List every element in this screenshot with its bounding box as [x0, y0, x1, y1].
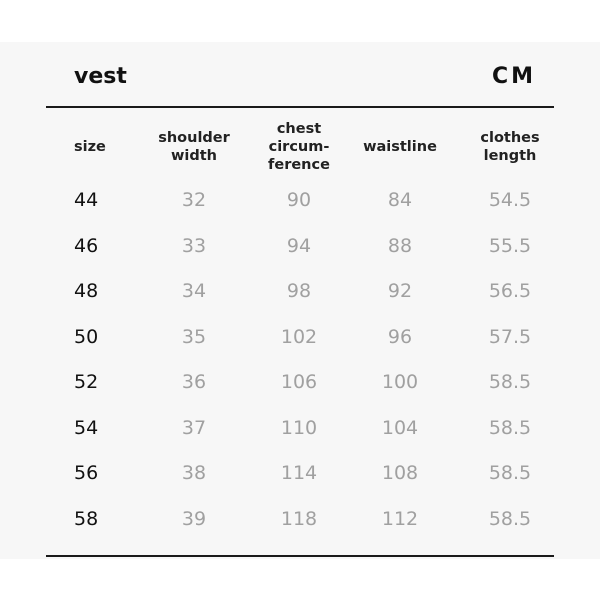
- cell-chest-circumference: 114: [280, 462, 318, 484]
- cell-chest-circumference: 98: [286, 280, 312, 302]
- cell-size: 48: [74, 280, 99, 302]
- cell-chest-circumference: 102: [280, 325, 318, 348]
- cell-clothes-length: 57.5: [488, 325, 532, 348]
- cell-size: 58: [74, 507, 99, 530]
- cell-clothes-length: 58.5: [488, 507, 532, 530]
- cell-shoulder-width: 38: [181, 462, 207, 484]
- cell-chest-circumference: 90: [286, 189, 312, 211]
- cell-waistline: 96: [387, 325, 413, 348]
- cell-clothes-length: 55.5: [488, 234, 532, 257]
- top-divider: [46, 106, 554, 108]
- cell-waistline: 104: [381, 416, 419, 439]
- cell-chest-circumference: 110: [280, 416, 318, 439]
- cell-chest-circumference: 106: [280, 371, 318, 393]
- cell-waistline: 88: [387, 234, 413, 257]
- cell-clothes-length: 56.5: [488, 280, 532, 302]
- cell-clothes-length: 58.5: [488, 462, 532, 484]
- cell-shoulder-width: 35: [181, 325, 207, 348]
- unit-label: CM: [491, 64, 536, 89]
- cell-shoulder-width: 36: [181, 371, 207, 393]
- chart-title: vest: [74, 64, 127, 89]
- header-waistline: waistline: [363, 139, 437, 155]
- cell-waistline: 100: [381, 371, 419, 393]
- bottom-divider: [46, 555, 554, 557]
- header-size: size: [74, 139, 106, 155]
- cell-size: 52: [74, 371, 99, 393]
- header-shoulder-width: shoulder width: [158, 130, 230, 164]
- cell-waistline: 92: [387, 280, 413, 302]
- header-chest-circumference: chest circum- ference: [268, 121, 330, 173]
- cell-waistline: 108: [381, 462, 419, 484]
- header-clothes-length: clothes length: [480, 130, 540, 164]
- cell-shoulder-width: 37: [181, 416, 207, 439]
- cell-shoulder-width: 33: [181, 234, 207, 257]
- cell-clothes-length: 58.5: [488, 371, 532, 393]
- cell-size: 50: [74, 325, 99, 348]
- cell-size: 54: [74, 416, 99, 439]
- cell-shoulder-width: 32: [181, 189, 207, 211]
- cell-size: 56: [74, 462, 99, 484]
- cell-clothes-length: 54.5: [488, 189, 532, 211]
- cell-waistline: 84: [387, 189, 413, 211]
- cell-size: 46: [74, 234, 99, 257]
- cell-waistline: 112: [381, 507, 419, 530]
- cell-chest-circumference: 94: [286, 234, 312, 257]
- cell-shoulder-width: 34: [181, 280, 207, 302]
- cell-chest-circumference: 118: [280, 507, 318, 530]
- cell-size: 44: [74, 189, 99, 211]
- cell-shoulder-width: 39: [181, 507, 207, 530]
- cell-clothes-length: 58.5: [488, 416, 532, 439]
